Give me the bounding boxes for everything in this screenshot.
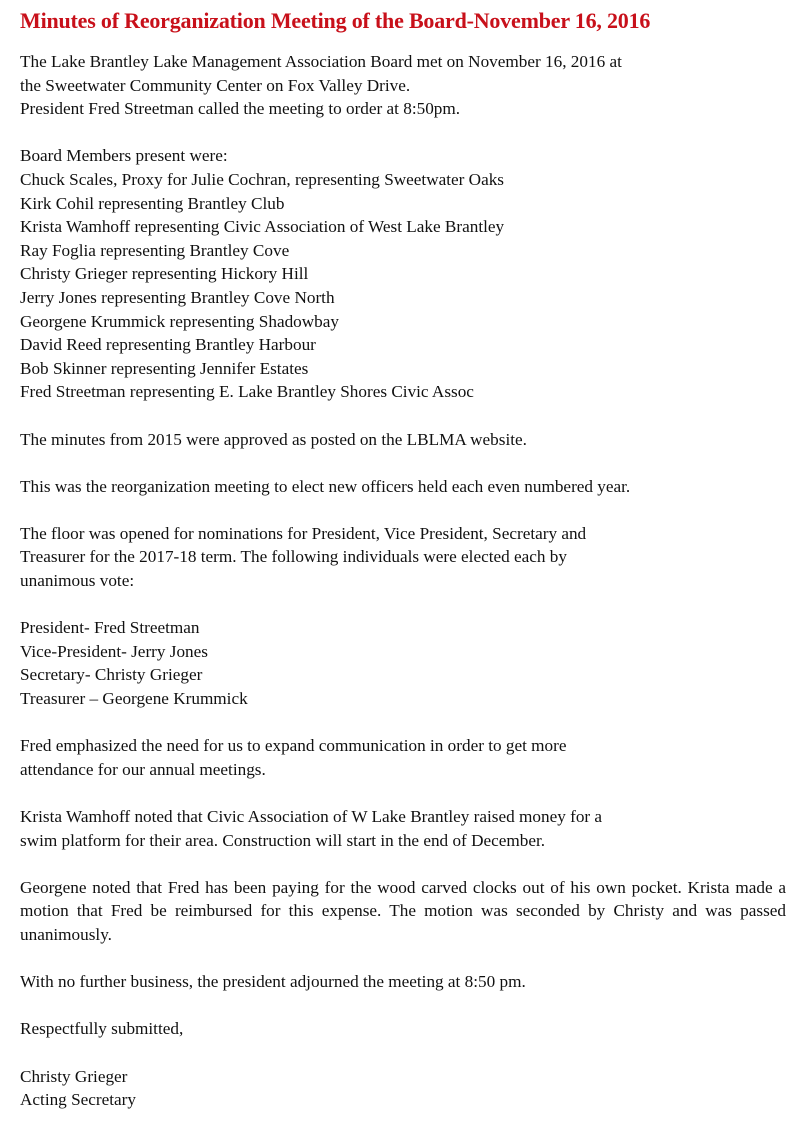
spacer xyxy=(20,451,786,475)
member-item: Krista Wamhoff representing Civic Association of West Lake Brantley xyxy=(20,217,505,237)
nominations-line: The floor was opened for nominations for President, Vice President, Secretary and xyxy=(20,523,587,543)
spacer xyxy=(20,498,786,522)
signature-title: Acting Secretary xyxy=(20,1090,136,1110)
intro-line: President Fred Streetman called the meeting to order at 8:50pm. xyxy=(20,99,461,119)
member-item: Kirk Cohil representing Brantley Club xyxy=(20,193,285,213)
spacer xyxy=(20,947,786,971)
spacer xyxy=(20,404,786,428)
member-item: Ray Foglia representing Brantley Cove xyxy=(20,240,290,260)
closing-salutation: Respectfully submitted, xyxy=(20,1019,184,1039)
spacer xyxy=(20,852,786,876)
communication-line: attendance for our annual meetings. xyxy=(20,759,266,779)
member-item: Bob Skinner representing Jennifer Estates xyxy=(20,358,309,378)
members-heading: Board Members present were: xyxy=(20,146,228,166)
nominations-paragraph xyxy=(20,522,786,593)
swim-platform-line: Krista Wamhoff noted that Civic Association of W Lake Brantley raised money for a xyxy=(20,807,603,826)
swim-platform-line: swim platform for their area. Construction will start in the end of December. xyxy=(20,830,546,850)
officer-item: Vice-President- Jerry Jones xyxy=(20,641,208,661)
spacer xyxy=(20,781,786,805)
signature-block xyxy=(20,1065,786,1112)
member-item: Georgene Krummick representing Shadowbay xyxy=(20,311,339,331)
intro-paragraph xyxy=(20,50,786,121)
intro-line: the Sweetwater Community Center on Fox Valley Drive. xyxy=(20,75,411,95)
member-item: David Reed representing Brantley Harbour xyxy=(20,335,316,355)
spacer xyxy=(20,121,786,145)
officer-item: Treasurer – Georgene Krummick xyxy=(20,689,248,709)
minutes-approval-paragraph: The minutes from 2015 were approved as posted on the LBLMA website. xyxy=(20,429,527,449)
swim-platform-paragraph xyxy=(20,805,786,852)
spacer xyxy=(20,1041,786,1065)
communication-paragraph xyxy=(20,734,786,781)
clocks-motion-paragraph: Georgene noted that Fred has been paying for the wood carved clocks out of his own pocket. Krista made a motion that Fred be reimbursed for this expense. The motion was seconded by Christy and was passed unanimously. xyxy=(20,877,786,944)
reorg-statement-paragraph: This was the reorganization meeting to elect new officers held each even numbered year. xyxy=(20,476,631,496)
member-item: Chuck Scales, Proxy for Julie Cochran, representing Sweetwater Oaks xyxy=(20,169,504,189)
spacer xyxy=(20,994,786,1018)
officer-item: Secretary- Christy Grieger xyxy=(20,665,203,685)
member-item: Fred Streetman representing E. Lake Brantley Shores Civic Assoc xyxy=(20,382,474,402)
spacer xyxy=(20,593,786,617)
nominations-line: unanimous vote: xyxy=(20,571,135,591)
communication-line: Fred emphasized the need for us to expand communication in order to get more xyxy=(20,736,567,756)
intro-line: The Lake Brantley Lake Management Association Board met on November 16, 2016 at xyxy=(20,52,622,71)
officer-item: President- Fred Streetman xyxy=(20,618,200,638)
member-item: Christy Grieger representing Hickory Hill xyxy=(20,264,309,284)
adjournment-paragraph: With no further business, the president adjourned the meeting at 8:50 pm. xyxy=(20,972,526,992)
spacer xyxy=(20,711,786,735)
signature-name: Christy Grieger xyxy=(20,1066,128,1086)
document-title: Minutes of Reorganization Meeting of the Board-November 16, 2016 xyxy=(20,8,651,33)
nominations-line: Treasurer for the 2017-18 term. The following individuals were elected each by xyxy=(20,547,567,567)
officers-list xyxy=(20,616,786,710)
members-section xyxy=(20,144,786,404)
member-item: Jerry Jones representing Brantley Cove North xyxy=(20,287,335,307)
